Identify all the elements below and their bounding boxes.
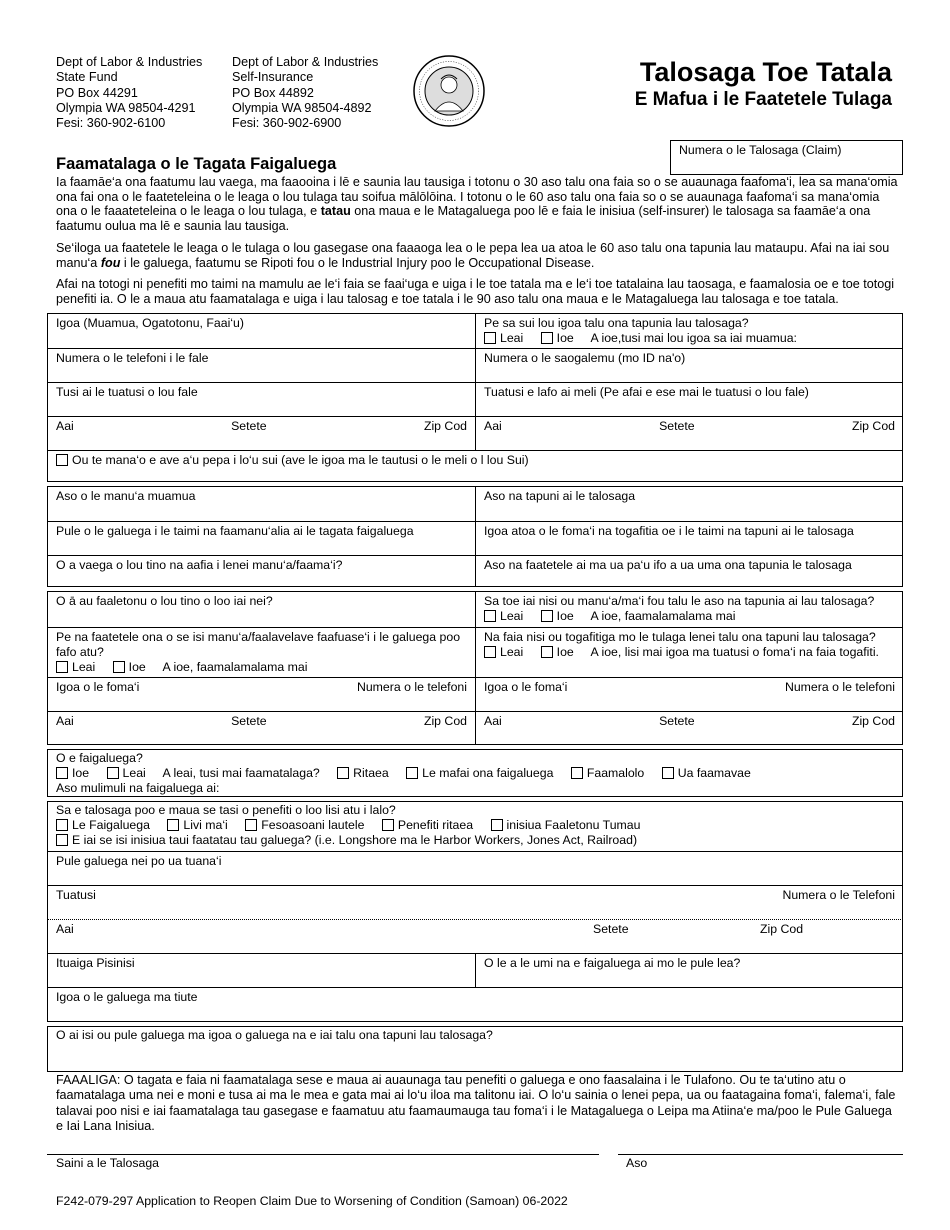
other-name-field <box>475 314 903 348</box>
field-label: Ituaiga Pisinisi <box>56 956 135 970</box>
text: Se‘iloga ua faatetele le leaga o le tulaga o lou gasegase ona faaaoga lea o le pepa lea ua atoa le 60 aso talu ona tapunia lau mataupu. Afai na iai sou manu‘a <box>56 241 890 270</box>
yes-checkbox[interactable] <box>541 610 553 622</box>
doctor-city-state-zip-left[interactable] <box>48 711 475 745</box>
state-seal-icon <box>413 55 485 127</box>
field-label: Aai <box>56 419 74 433</box>
signature-label: Saini a le Talosaga <box>56 1156 160 1170</box>
unable-checkbox[interactable] <box>406 767 418 779</box>
form-footer: F242-079-297 Application to Reopen Claim Due to Worsening of Condition (Samoan) 06-2022 <box>56 1194 568 1208</box>
text: i le galuega, faatumu se Ripoti fou o le Industrial Injury poo le Occupational Disease. <box>120 255 595 270</box>
address-line: State Fund <box>56 70 118 85</box>
field-label: Pule o le galuega i le taimi na faamanu‘alia ai le tagata faigaluega <box>56 524 414 538</box>
field-label: Zip Cod <box>851 714 895 728</box>
option-label: Leai <box>500 331 524 345</box>
symptoms-field[interactable] <box>48 592 475 627</box>
claim-closed-date-field[interactable] <box>475 487 903 521</box>
address-line: Olympia WA 98504-4892 <box>232 100 372 115</box>
section-personal-info <box>47 313 903 482</box>
mail-to-rep-checkbox[interactable] <box>56 454 68 466</box>
volunteer-checkbox[interactable] <box>571 767 583 779</box>
field-label: Numera o le telefoni i le fale <box>56 351 209 365</box>
last-day-field[interactable]: Aso mulimuli na faigaluega ai: <box>56 781 220 795</box>
option-label: A ioe, faamalamalama mai <box>162 660 308 674</box>
option-label: inisiua Faaletonu Tumau <box>506 818 641 832</box>
other-employers-field[interactable] <box>47 1026 903 1072</box>
intro-paragraph-3: Afai na totogi ni penefiti mo taimi na mamulu ae le‘i faia se faai‘uga e uiga i le toe tatala ma e le‘i toe tatalaina lau taosaga, e faamalosia oe e toe totogi penefiti ia. O le a maua atu faamatalaga e uiga i lau talosag e toe tatala i le 90 aso talu ona maua e le Matagaluega lau talosaga e toe tatala. <box>56 277 895 306</box>
employer-at-injury-field[interactable] <box>48 521 475 555</box>
current-employer-field[interactable] <box>48 851 903 885</box>
home-phone-field[interactable] <box>48 348 475 382</box>
yes-checkbox[interactable] <box>541 332 553 344</box>
employee-id-field[interactable] <box>475 348 903 382</box>
intro-paragraph-1 <box>56 175 898 233</box>
option-label: Leai <box>72 660 96 674</box>
option-label: Penefiti ritaea <box>397 818 474 832</box>
worsened-date-field[interactable] <box>475 555 903 587</box>
field-label: O le a le umi na e faigaluega ai mo le pule lea? <box>484 956 741 970</box>
field-label: Igoa o le galuega ma tiute <box>56 990 198 1004</box>
option-label: A leai, tusi mai faamatalaga? <box>162 766 320 780</box>
mail-address-field[interactable] <box>475 382 903 416</box>
address-line: Fesi: 360-902-6900 <box>232 116 342 131</box>
field-label: Igoa atoa o le foma‘i na togafitia oe i le taimi na tapuni ai le talosaga <box>484 524 854 538</box>
no-checkbox[interactable] <box>107 767 119 779</box>
field-label: Zip Cod <box>851 419 895 433</box>
field-label: Aai <box>56 714 74 728</box>
date-line[interactable] <box>618 1154 903 1155</box>
address-line: PO Box 44291 <box>56 85 138 100</box>
field-label: O e faigaluega? <box>56 751 143 765</box>
claim-number-field[interactable] <box>670 140 903 175</box>
field-label: Igoa o le foma‘i <box>484 680 568 694</box>
unemployment-checkbox[interactable] <box>56 819 68 831</box>
option-label: Leai <box>122 766 146 780</box>
field-label: Aso o le manu‘a muamua <box>56 489 196 503</box>
option-label: A ioe,tusi mai lou igoa sa iai muamua: <box>590 331 797 345</box>
option-label: A ioe, lisi mai igoa ma tuatusi o foma‘i na faia togafiti. <box>590 645 879 659</box>
field-label: Pe sa sui lou igoa talu ona tapunia lau talosaga? <box>484 316 749 330</box>
text: Ia faamāe‘a ona faatumu lau vaega, ma faaooina i lē e saunia lau tausiga i totonu o 30 aso talu ona faia so o se auaunaga faafoma‘i, lea sa mana‘omia ona fai ona o le faateteleina o le leaga o lou tulaga tau soifua mālōlōina. I totonu o le 60 aso talu ona faia so o se auaunaga faafoma‘i sa mana‘omia ona o le faaateteleina o le leaga o lou tulaga, e <box>56 175 898 219</box>
section-benefits-employer <box>47 801 903 1022</box>
section-medical-info <box>47 591 903 745</box>
field-label: Numera o le Telefoni <box>782 888 895 902</box>
field-label: O ai isi ou pule galuega ma igoa o galuega na e iai talu ona tapuni lau talosaga? <box>56 1028 493 1042</box>
option-label: Livi ma‘i <box>183 818 228 832</box>
doctor-city-state-zip-right[interactable] <box>475 711 903 745</box>
no-checkbox[interactable] <box>56 661 68 673</box>
name-field[interactable] <box>48 314 475 348</box>
option-label: Ioe <box>72 766 90 780</box>
date-label: Aso <box>626 1156 648 1170</box>
section-injury-info <box>47 486 903 587</box>
option-label: Ioe <box>556 609 574 623</box>
option-label: Faamalolo <box>586 766 645 780</box>
text: ona maua e le Matagaluega poo lē e faia le inisiua (self-insurer) le talosaga sa faamāe‘a ona faatumu oulua ma lē e saunia lau tausiga. <box>56 204 871 233</box>
home-city-state-zip[interactable] <box>48 416 475 450</box>
doctor-name-phone-right[interactable] <box>475 677 903 711</box>
employer-address-field[interactable] <box>48 885 903 919</box>
home-address-field[interactable] <box>48 382 475 416</box>
business-type-field[interactable] <box>48 953 475 987</box>
field-label: Zip Cod <box>423 714 467 728</box>
employer-city-state-zip[interactable] <box>48 919 903 953</box>
field-label: O a vaega o lou tino na aafia i lenei manu‘a/faama‘i? <box>56 558 343 572</box>
address-line: Dept of Labor & Industries <box>232 55 379 69</box>
option-label: A ioe, faamalamalama mai <box>590 609 736 623</box>
yes-checkbox[interactable] <box>541 646 553 658</box>
field-label: Aai <box>484 419 502 433</box>
field-label: Tusi ai le tuatusi o lou fale <box>56 385 198 399</box>
mail-to-rep-row <box>48 450 903 482</box>
laid-off-checkbox[interactable] <box>662 767 674 779</box>
mail-city-state-zip[interactable] <box>475 416 903 450</box>
option-label: Le mafai ona faigaluega <box>422 766 554 780</box>
other-insurance-checkbox[interactable] <box>56 834 68 846</box>
field-label: Pe na faatetele ona o se isi manu‘a/faalavelave faafuase‘i i le galuega poo fafo atu? <box>56 630 461 659</box>
address-line: PO Box 44892 <box>232 85 314 100</box>
section-employment-status <box>47 749 903 797</box>
field-label: Setete <box>231 714 267 728</box>
new-injury-field <box>475 592 903 627</box>
retired-checkbox[interactable] <box>337 767 349 779</box>
section-heading: Faamatalaga o le Tagata Faigaluega <box>56 155 337 173</box>
public-assistance-checkbox[interactable] <box>245 819 257 831</box>
field-label: Aso na faatetele ai ma ua pa‘u ifo a ua uma ona tapunia le talosaga <box>484 558 852 572</box>
field-label: O ā au faaletonu o lou tino o loo iai nei? <box>56 594 273 608</box>
years-worked-field[interactable] <box>475 953 903 987</box>
field-label: Setete <box>593 922 629 936</box>
field-label: Tuatusi <box>56 888 96 902</box>
form-title: Talosaga Toe Tatala <box>639 57 892 87</box>
text-bold: tatau <box>320 204 351 219</box>
claim-number-label: Numera o le Talosaga (Claim) <box>679 143 842 157</box>
field-label: Aai <box>56 922 74 936</box>
option-label: Le Faigaluega <box>72 818 150 832</box>
signature-line[interactable] <box>47 1154 599 1155</box>
form-title-block <box>635 56 892 112</box>
field-label: Pule galuega nei po ua tuana‘i <box>56 854 222 868</box>
option-label: Ou te mana‘o e ave a‘u pepa i lo‘u sui (ave le igoa ma le tautusi o le meli o l lou Sui) <box>72 453 529 467</box>
option-label: Ritaea <box>353 766 389 780</box>
field-label: Zip Cod <box>423 419 467 433</box>
field-label: Zip Cod <box>760 922 804 936</box>
sick-leave-checkbox[interactable] <box>167 819 179 831</box>
address-line: Fesi: 360-902-6100 <box>56 116 166 131</box>
option-label: Ioe <box>556 645 574 659</box>
address-line: Olympia WA 98504-4291 <box>56 100 196 115</box>
address-state-fund <box>56 55 202 131</box>
option-label: Leai <box>500 645 524 659</box>
doctor-at-closure-field[interactable] <box>475 521 903 555</box>
benefits-block <box>48 802 903 851</box>
field-label: Numera o le telefoni <box>356 680 467 694</box>
option-label: Ioe <box>556 331 574 345</box>
option-label: Fesoasoani lautele <box>261 818 365 832</box>
field-label: Sa toe iai nisi ou manu‘a/ma‘i fou talu le aso na tapunia ai lau talosaga? <box>484 594 875 608</box>
other-accident-field <box>48 627 475 677</box>
option-label: E iai se isi inisiua taui faatatau tau galuega? (i.e. Longshore ma le Harbor Workers, Jones Act, Railroad) <box>72 833 638 847</box>
field-label: Setete <box>231 419 267 433</box>
form-subtitle: E Mafua i le Faatetele Tulaga <box>634 89 892 110</box>
field-label: Tuatusi e lafo ai meli (Pe afai e ese mai le tuatusi o lou fale) <box>484 385 809 399</box>
field-label: Setete <box>659 714 695 728</box>
field-label: Numera o le telefoni <box>784 680 895 694</box>
address-line: Dept of Labor & Industries <box>56 55 203 69</box>
field-label: Setete <box>659 419 695 433</box>
fraud-warning: FAAALIGA: O tagata e faia ni faamatalaga sese e maua ai auaunaga tau penefiti o galuega e ono faasalaina i le Tulafono. Ou te ta‘utino atu o faamatalaga uma nei e moni e tusa ai ma le mea e gata mai ai lo‘u iloa ma talitonu iai. O lo‘u sainia o lenei pepa, ua ou faatagaina foma‘i, falema‘i, fale talavai poo nisi e iai faamatalaga tau gasegase e faamatuu atu faamaumauga tau foma‘i i le Matagaluega o Leipa ma Atiina‘e ma/poo le Pule Galuega e Iai Lana Inisiua. <box>56 1073 896 1133</box>
field-label: Numera o le saogalemu (mo ID na'o) <box>484 351 686 365</box>
field-label: Aai <box>484 714 502 728</box>
body-parts-field[interactable] <box>48 555 475 587</box>
text-bold: fou <box>100 255 121 270</box>
retirement-checkbox[interactable] <box>382 819 394 831</box>
address-line: Self-Insurance <box>232 70 314 85</box>
treated-field <box>475 627 903 677</box>
option-label: Ua faamavae <box>677 766 751 780</box>
field-label: Na faia nisi ou togafitiga mo le tulaga lenei talu ona tapuni lau talosaga? <box>484 630 876 644</box>
field-label: Igoa (Muamua, Ogatotonu, Faai‘u) <box>56 316 244 330</box>
field-label: Sa e talosaga poo e maua se tasi o penefiti o loo lisi atu i lalo? <box>56 803 396 817</box>
no-checkbox[interactable] <box>484 332 496 344</box>
option-label: Leai <box>500 609 524 623</box>
address-self-insurance <box>232 55 378 131</box>
yes-checkbox[interactable] <box>113 661 125 673</box>
field-label: Aso na tapuni ai le talosaga <box>484 489 636 503</box>
disability-insurance-checkbox[interactable] <box>491 819 503 831</box>
intro-paragraph-2 <box>56 241 898 270</box>
yes-checkbox[interactable] <box>56 767 68 779</box>
doctor-name-phone-left[interactable] <box>48 677 475 711</box>
job-title-field[interactable] <box>48 987 903 1022</box>
option-label: Ioe <box>128 660 146 674</box>
no-checkbox[interactable] <box>484 610 496 622</box>
no-checkbox[interactable] <box>484 646 496 658</box>
field-label: Igoa o le foma‘i <box>56 680 140 694</box>
first-injury-date-field[interactable] <box>48 487 475 521</box>
